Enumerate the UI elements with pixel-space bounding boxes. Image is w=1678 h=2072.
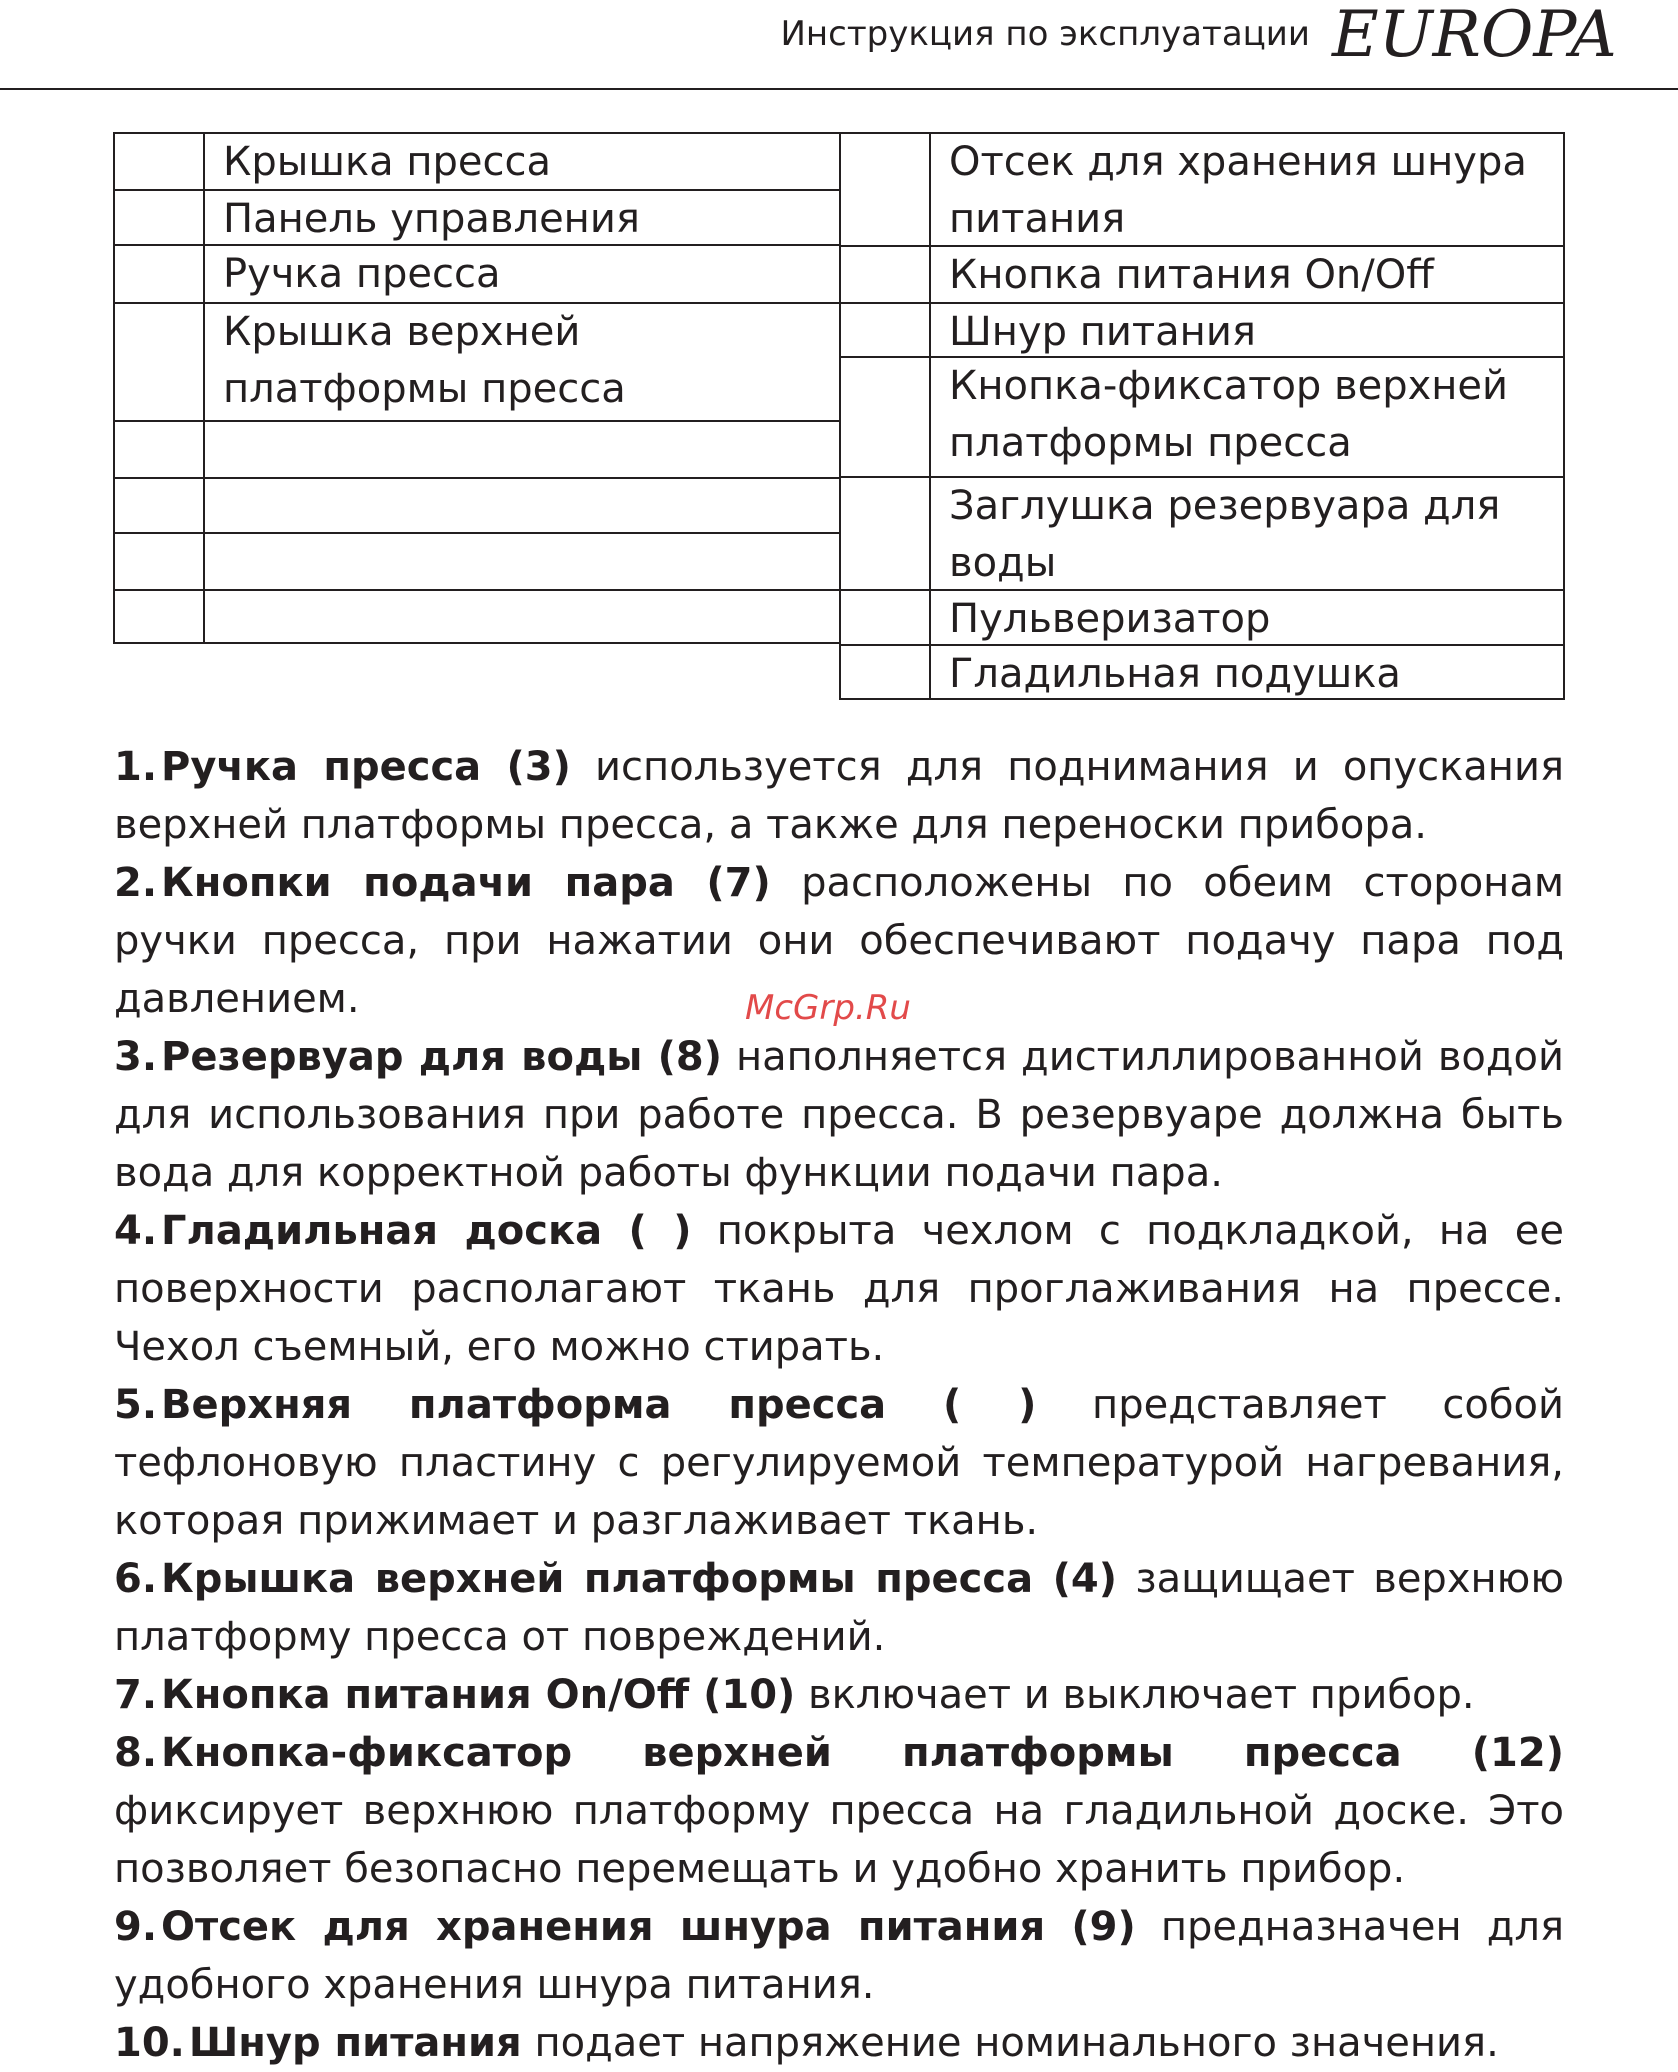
item-text: используется для поднимания и опускания верхней платформы пресса, а также для переноски прибора. [114,744,1565,848]
item-heading: Шнур питания [188,2020,522,2066]
description-item [114,1666,1564,1724]
table-row-number-cell [113,189,205,246]
item-text: фиксирует верхнюю платформу пресса на гладильной доске. Это позволяет безопасно перемещать и удобно хранить прибор. [114,1788,1564,1892]
header-title: Инструкция по эксплуатации [780,14,1310,54]
table-row-number-cell [839,302,931,358]
item-text: предназначен для удобного хранения шнура питания. [114,1904,1565,2008]
item-heading: Крышка верхней платформы пресса (4) [161,1556,1118,1602]
description-item [114,1376,1564,1550]
table-row-number-cell [113,532,205,591]
table-cell-label: Шнур питания [929,302,1565,358]
item-heading: Кнопка-фиксатор верхней платформы пресса (12) [161,1730,1564,1776]
table-row-number-cell [839,589,931,646]
table-row-number-cell [113,244,205,304]
brand-logo [1328,0,1617,74]
table-row-number-cell [113,477,205,534]
item-text: наполняется дистиллированной водой для использования при работе пресса. В резервуаре должна быть вода для корректной работы функции подачи пара. [114,1034,1564,1196]
item-number: 10. [114,2020,185,2066]
table-cell-label: Отсек для хранения шнура питания [929,132,1565,247]
table-row-number-cell [113,420,205,479]
description-item [114,1898,1564,2014]
table-cell-label [203,477,841,534]
table-row-number-cell [113,302,205,422]
table-cell-label: Кнопка питания On/Off [929,245,1565,304]
table-cell-label: Панель управления [203,189,841,246]
item-heading: Отсек для хранения шнура питания (9) [161,1904,1136,1950]
item-number: 6. [114,1556,158,1602]
description-item [114,1202,1564,1376]
item-heading: Гладильная доска ( ) [161,1208,692,1254]
page-header [0,0,1678,90]
brand-logo-text: EUROPA [1332,0,1617,72]
table-row-number-cell [839,476,931,591]
description-item [114,2014,1564,2072]
item-text: представляет собой тефлоновую пластину с регулируемой температурой нагревания, которая прижимает и разглаживает ткань. [114,1382,1565,1544]
table-row-number-cell [839,132,931,247]
table-cell-label: Заглушка резервуара для воды [929,476,1565,591]
table-row-number-cell [839,356,931,478]
item-heading: Кнопка питания On/Off (10) [161,1672,796,1718]
table-cell-label [203,589,841,644]
item-text: включает и выключает прибор. [795,1672,1475,1718]
table-row-number-cell [113,132,205,191]
description-item [114,1028,1564,1202]
item-number: 8. [114,1730,158,1776]
item-number: 3. [114,1034,158,1080]
item-number: 7. [114,1672,158,1718]
watermark: McGrp.Ru [745,988,911,1028]
item-text: покрыта чехлом с подкладкой, на ее поверхности располагают ткань для проглаживания на прессе. Чехол съемный, его можно стирать. [114,1208,1564,1370]
description-item [114,1724,1564,1898]
table-cell-label [203,532,841,591]
table-row-number-cell [839,644,931,700]
item-text: защищает верхнюю платформу пресса от повреждений. [114,1556,1564,1660]
item-heading: Ручка пресса (3) [161,744,571,790]
item-number: 9. [114,1904,158,1950]
item-heading: Резервуар для воды (8) [161,1034,723,1080]
item-number: 1. [114,744,158,790]
item-number: 4. [114,1208,158,1254]
item-number: 2. [114,860,158,906]
item-heading: Кнопки подачи пара (7) [161,860,771,906]
item-text: подает напряжение номинального значения. [521,2020,1499,2066]
item-text: расположены по обеим сторонам ручки пресса, при нажатии они обеспечивают подачу пара под давлением. [114,860,1565,1022]
description-list [114,738,1564,2072]
table-cell-label: Крышка пресса [203,132,841,191]
item-number: 5. [114,1382,158,1428]
description-item [114,1550,1564,1666]
table-cell-label [203,420,841,479]
table-cell-label: Гладильная подушка [929,644,1565,700]
table-cell-label: Пульверизатор [929,589,1565,646]
table-cell-label: Крышка верхней платформы пресса [203,302,841,422]
table-cell-label: Кнопка-фиксатор верхней платформы пресса [929,356,1565,478]
description-item [114,738,1564,854]
table-row-number-cell [839,245,931,304]
table-cell-label: Ручка пресса [203,244,841,304]
item-heading: Верхняя платформа пресса ( ) [161,1382,1037,1428]
table-row-number-cell [113,589,205,644]
